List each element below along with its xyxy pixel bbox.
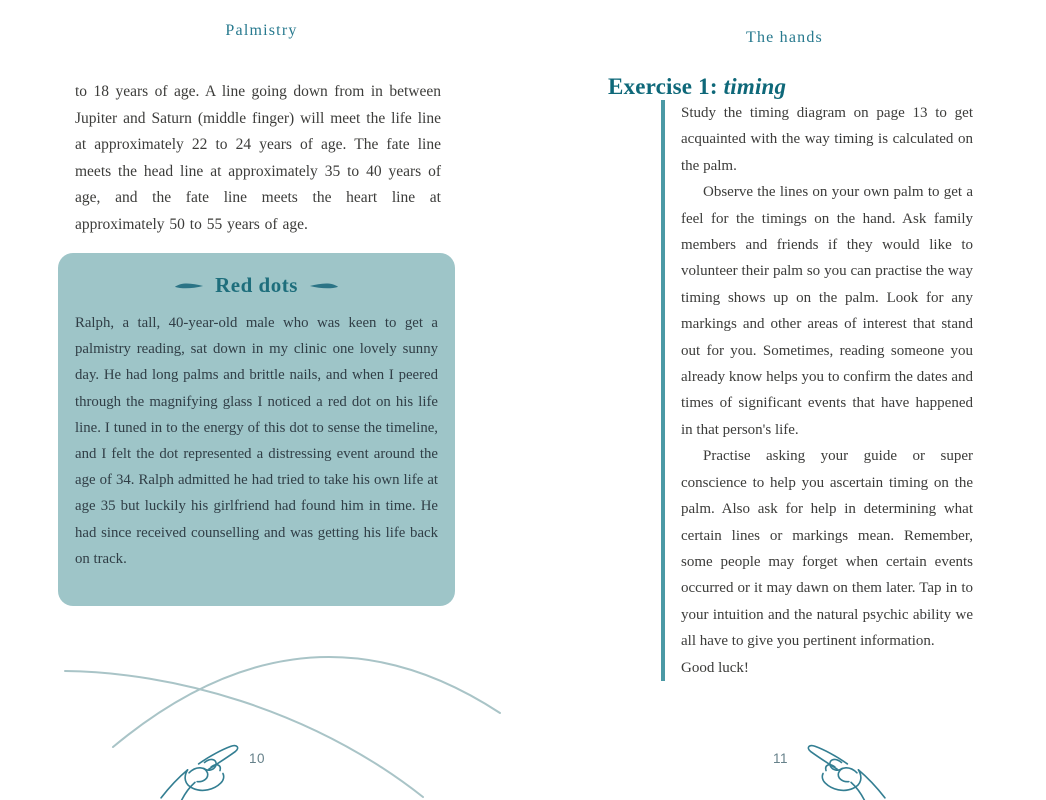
right-running-head: The hands (745, 29, 823, 46)
callout-title: Red dots (215, 273, 298, 297)
leaf-flourish-left-icon (174, 280, 204, 292)
pointing-hand-illustration-mirrored (792, 733, 888, 800)
exercise-paragraph: Good luck! (681, 659, 749, 676)
exercise-heading-emphasis: timing (723, 74, 787, 99)
exercise-paragraph: Practise asking your guide or super conscience to help you ascertain timing on the palm. Also ask for help in determining what certain lines or markings mean. Remember, some people may forget when certain events occurred or it may dawn on them later. Tap in to your intuition and the natural psychic ability we all have to give you pertinent information. (681, 448, 973, 650)
exercise-paragraph: Study the timing diagram on page 13 to get acquainted with the way timing is calculated on the palm. (681, 105, 973, 174)
left-page-number: 10 (249, 751, 266, 766)
exercise-heading (608, 74, 786, 100)
exercise-text-block (661, 100, 973, 681)
exercise-heading-prefix: Exercise 1: (608, 74, 724, 99)
left-page-paragraph: to 18 years of age. A line going down from in between Jupiter and Saturn (middle finger) will meet the life line at approximately 22 to 24 years of age. The fate line meets the head line at approximately 35 to 40 years of age, and the fate line meets the heart line at approximately 50 to 55 years of age. (75, 83, 441, 233)
leaf-flourish-right-icon (309, 280, 339, 292)
exercise-paragraph: Observe the lines on your own palm to get a feel for the timings on the hand. Ask family members and friends if they would like to volunteer their palm so you can practise the way timing shows up on the palm. Look for any markings and other areas of interest that stand out for you. Sometimes, reading someone you already know helps you to confirm the dates and times of significant events that have happened in that person's life. (681, 184, 973, 438)
left-running-head: Palmistry (225, 22, 298, 39)
pointing-hand-illustration (158, 733, 254, 800)
right-page-number: 11 (773, 751, 789, 766)
callout-body-text: Ralph, a tall, 40-year-old male who was keen to get a palmistry reading, sat down in my clinic one lovely sunny day. He had long palms and brittle nails, and when I peered through the magnifying glass I noticed a red dot on his life line. I tuned in to the energy of this dot to sense the timeline, and I felt the dot represented a distressing event around the age of 34. Ralph admitted he had tried to take his own life at age 35 but luckily his girlfriend had found him in time. He had since received counselling and was getting his life back on track. (75, 315, 438, 567)
callout-title-row (58, 273, 455, 298)
crossing-arc-lines (0, 616, 560, 800)
red-dots-callout-box (58, 253, 455, 606)
